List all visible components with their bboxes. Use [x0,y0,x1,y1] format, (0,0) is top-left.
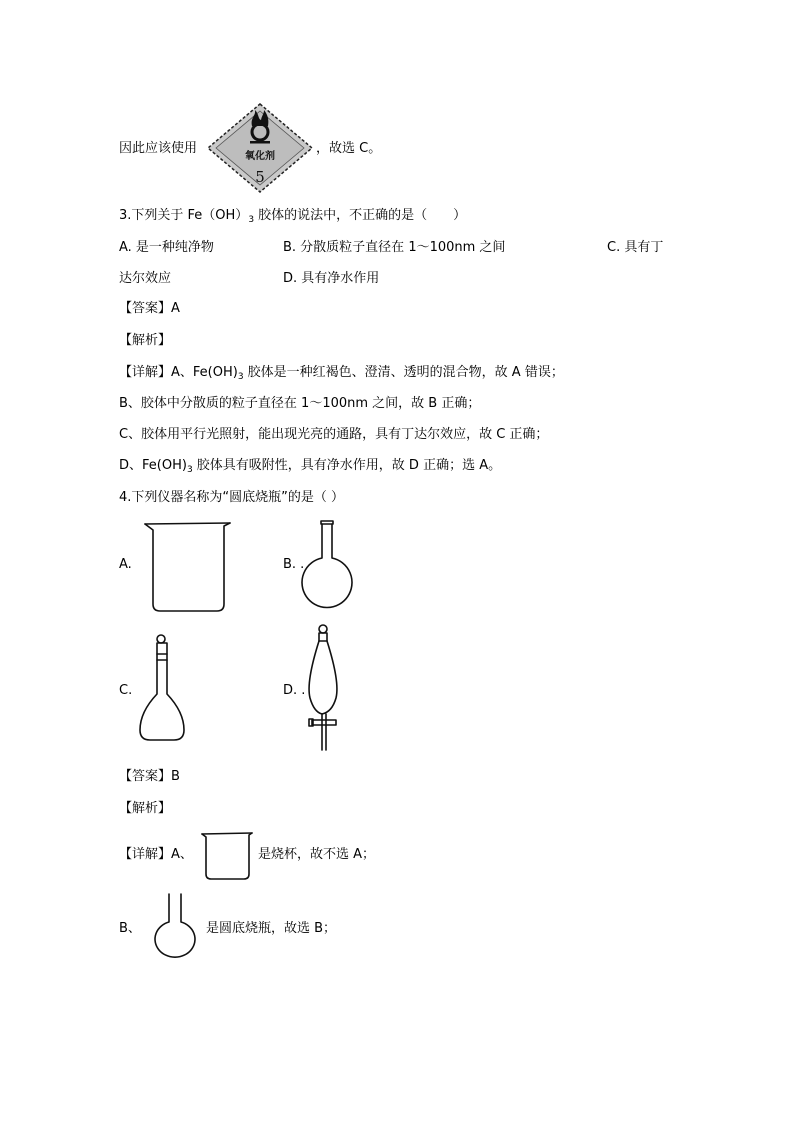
round-bottom-flask-icon [300,518,364,612]
oxidizer-hazard-label [206,102,314,194]
q4-detail-b-1: B、 [119,921,141,936]
separatory-funnel-icon [300,622,350,754]
q3-option-d: D. 具有净水作用 [283,271,380,286]
volumetric-flask-icon [136,632,192,744]
hazard-class-number: 5 [255,168,265,186]
q3-stem-sub: 3 [248,215,255,225]
q3-stem [119,207,466,226]
q3-stem-a: 3.下列关于 Fe（OH） [119,208,249,223]
q3-detail-d-2: 胶体具有吸附性，具有净水作用，故 D 正确；选 A。 [192,458,502,473]
q4-option-a-label: A. [119,557,132,572]
q3-detail-d [119,457,501,476]
q3-analysis-heading: 【解析】 [119,333,172,348]
q3-detail-b: B、胶体中分散质的粒子直径在 1～100nm 之间，故 B 正确； [119,396,481,411]
beaker-icon [141,520,233,614]
q4-detail-b-2: 是圆底烧瓶，故选 B； [206,921,337,936]
q3-detail-a-sub: 3 [237,372,244,382]
q4-analysis-heading: 【解析】 [119,801,172,816]
q3-detail-c: C、胶体用平行光照射，能出现光亮的通路，具有丁达尔效应，故 C 正确； [119,427,549,442]
q3-detail-a-1: 【详解】A、Fe(OH) [119,365,238,380]
q3-detail-a-2: 胶体是一种红褐色、澄清、透明的混合物，故 A 错误； [243,365,564,380]
q4-detail-a-2: 是烧杯，故不选 A； [258,847,376,862]
q3-option-c: C. 具有丁 [607,240,664,255]
q4-option-b-label: B. . [283,557,305,572]
hazard-label-text: 氧化剂 [245,151,275,162]
q4-stem: 4.下列仪器名称为“圆底烧瓶”的是（ ） [119,490,345,505]
q3-option-b: B. 分散质粒子直径在 1～100nm 之间 [283,240,506,255]
q3-stem-b: 胶体的说法中，不正确的是（ ） [254,208,467,223]
q3-option-c-continued: 达尔效应 [119,271,172,286]
q3-detail-d-sub: 3 [186,465,193,475]
beaker-inline-icon [200,832,254,882]
q4-detail-a-1: 【详解】A、 [119,847,193,862]
q4-answer: 【答案】B [119,769,180,784]
q3-detail-d-1: D、Fe(OH) [119,458,187,473]
q4-option-c-label: C. [119,683,133,698]
q3-answer: 【答案】A [119,301,180,316]
intro-text-after: ，故选 C。 [316,141,382,156]
q3-detail-a [119,364,564,383]
round-bottom-flask-inline-icon [145,892,203,958]
q3-option-a: A. 是一种纯净物 [119,240,214,255]
q4-option-d-label: D. . [283,683,306,698]
intro-text-before: 因此应该使用 [119,141,198,156]
